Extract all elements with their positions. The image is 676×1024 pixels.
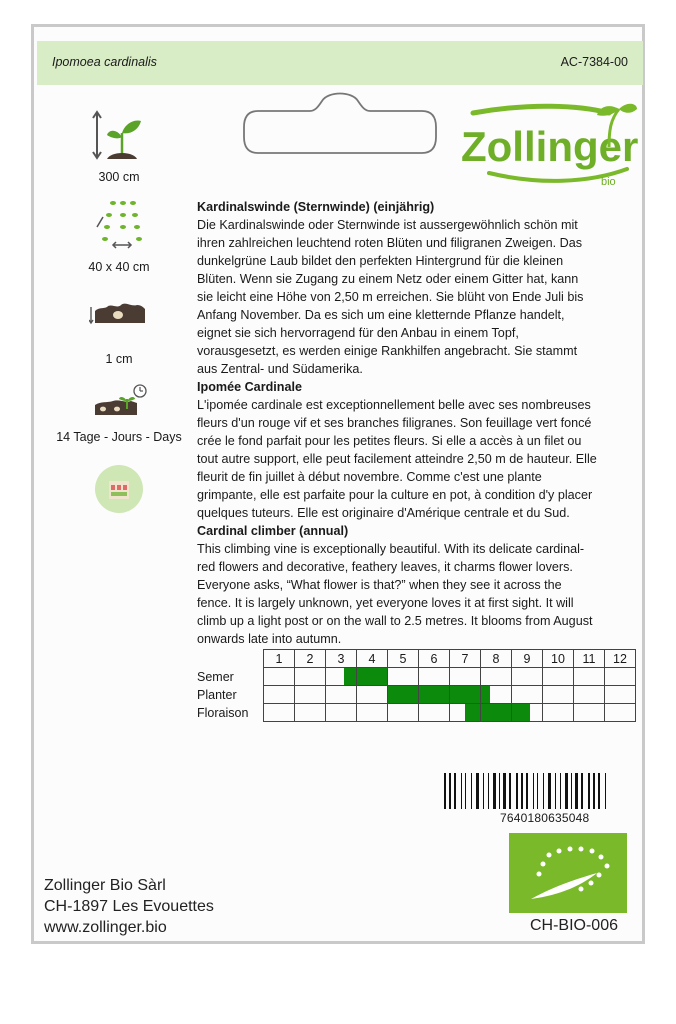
calendar-cell [326, 668, 357, 686]
barcode-bar [598, 773, 600, 809]
calendar-cell [512, 686, 543, 704]
calendar-cell [357, 668, 388, 686]
calendar-cell [605, 686, 636, 704]
barcode-bar [575, 773, 578, 809]
germination-icon [89, 381, 149, 421]
calendar-period-fill [512, 704, 530, 721]
calendar-row-label: Planter [197, 687, 237, 702]
calendar-cell [543, 668, 574, 686]
calendar-row [197, 704, 636, 722]
calendar-cell [481, 704, 512, 722]
barcode-bar [516, 773, 518, 809]
barcode-bar [537, 773, 538, 809]
barcode-bar [581, 773, 583, 809]
barcode-bar [605, 773, 606, 809]
svg-text:bio: bio [601, 176, 616, 188]
icon-block-germination [44, 381, 194, 444]
calendar-period-fill [450, 686, 480, 703]
calendar-cell [388, 668, 419, 686]
calendar-month-header: 8 [481, 650, 512, 668]
calendar-month-header: 5 [388, 650, 419, 668]
barcode-bar [560, 773, 561, 809]
hanger-hole-outline [240, 89, 440, 159]
barcode-bar [465, 773, 466, 809]
description-fr-title: Ipomée Cardinale [197, 380, 302, 394]
calendar-cell [419, 686, 450, 704]
calendar-cell [481, 686, 512, 704]
certification-code: CH-BIO-006 [529, 917, 618, 934]
calendar-cell [419, 668, 450, 686]
calendar-period-fill [481, 704, 511, 721]
calendar-period-fill [357, 668, 387, 685]
germination-label: 14 Tage - Jours - Days [56, 430, 182, 444]
calendar-month-header: 1 [264, 650, 295, 668]
description-fr-text: L'ipomée cardinale est exceptionnellement belle avec ses nombreuses fleurs d'un rouge vif et ses branches filigranes. Son feuillage vert foncé crée le fond parfait pour les petites fleurs. Si elle a accès à un filet ou tout autre support, elle peut facilement atteindre 2,50 m de hauteur. Elle fleurit de fin juillet à début novembre. Comme c'est une plante grimpante, elle est parfaite pour la culture en pot, à condition d'y placer quelques tuteurs. Elle est originaire d'Amérique centrale et du Sud. [197, 398, 597, 520]
barcode-bar [483, 773, 484, 809]
calendar-cell [388, 704, 419, 722]
calendar-period-fill [465, 704, 480, 721]
calendar-cell [450, 668, 481, 686]
calendar-cell [574, 704, 605, 722]
calendar-cell [481, 668, 512, 686]
barcode-number: 7640180635048 [500, 811, 590, 825]
barcode-bar [503, 773, 506, 809]
barcode-bar [548, 773, 551, 809]
barcode-bar [488, 773, 489, 809]
calendar-cell [388, 686, 419, 704]
barcode-bar [509, 773, 511, 809]
spacing-label: 40 x 40 cm [88, 260, 150, 274]
calendar-period-fill [419, 686, 449, 703]
company-block [44, 875, 214, 938]
calendar-cell [605, 668, 636, 686]
calendar-cell [295, 686, 326, 704]
description-de-text: Die Kardinalswinde oder Sternwinde ist aussergewöhnlich schön mit ihren zahlreichen leuchtend roten Blüten und filigranen Zweigen. Das dunkelgrüne Laub bildet den perfekten Hintergrund für die kleinen Blüten. Wenn sie Zugang zu einem Netz oder einem Gitter hat, kann sie leicht eine Höhe von 2,50 m erreichen. Sie blüht von Ende Juli bis Anfang November. Da es sich um eine kletternde Pflanze handelt, eignet sie sich hervorragend für den Anbau in einem Topf, vorausgesetzt, es werden einige Rankhilfen angebracht. Sie stammt aus Zentral- und Südamerika. [197, 218, 584, 376]
calendar-cell [574, 668, 605, 686]
icon-block-spacing [44, 197, 194, 274]
eu-organic-logo [509, 833, 627, 913]
description [197, 198, 597, 648]
calendar-cell [295, 668, 326, 686]
icon-block-height [44, 109, 194, 184]
calendar-cell [605, 704, 636, 722]
barcode-bar [476, 773, 479, 809]
calendar-cell [450, 686, 481, 704]
barcode-bar [493, 773, 496, 809]
calendar-month-header: 6 [419, 650, 450, 668]
calendar-header-row [197, 650, 636, 668]
barcode-icon [442, 773, 624, 811]
depth-label: 1 cm [105, 352, 133, 366]
calendar-period-fill [481, 686, 490, 703]
sowing-depth-icon [89, 293, 149, 335]
calendar-cell [419, 704, 450, 722]
svg-text:Zollinger: Zollinger [461, 123, 639, 170]
calendar-month-header: 4 [357, 650, 388, 668]
barcode-bar [565, 773, 568, 809]
barcode-bar [444, 773, 446, 809]
calendar-row-label: Semer [197, 669, 234, 684]
barcode-bar [555, 773, 556, 809]
barcode-bar [588, 773, 590, 809]
urban-gardening-badge-icon [91, 461, 147, 517]
barcode-bar [533, 773, 534, 809]
seed-packet-back [31, 24, 645, 944]
header-band [37, 41, 643, 85]
description-de-title: Kardinalswinde (Sternwinde) (einjährig) [197, 200, 435, 214]
article-code: AC-7384-00 [560, 55, 628, 69]
eu-organic-leaf-icon [509, 833, 627, 913]
calendar-cell [357, 686, 388, 704]
barcode-bar [543, 773, 544, 809]
barcode-bar [449, 773, 451, 809]
barcode-bar [454, 773, 456, 809]
calendar-period-fill [388, 686, 418, 703]
calendar-corner [197, 650, 264, 668]
barcode-bar [571, 773, 572, 809]
calendar-month-header: 9 [512, 650, 543, 668]
barcode-bar [521, 773, 523, 809]
barcode-bar [499, 773, 500, 809]
calendar-cell [574, 686, 605, 704]
company-website[interactable]: www.zollinger.bio [44, 919, 167, 936]
latin-name: Ipomoea cardinalis [52, 55, 157, 69]
height-icon [89, 109, 149, 161]
calendar-cell [264, 668, 295, 686]
description-en-title: Cardinal climber (annual) [197, 524, 349, 538]
calendar-cell [264, 704, 295, 722]
calendar-month-header: 11 [574, 650, 605, 668]
calendar-cell [326, 686, 357, 704]
company-name: Zollinger Bio Sàrl [44, 877, 166, 894]
height-label: 300 cm [98, 170, 140, 184]
barcode-bar [593, 773, 595, 809]
calendar-cell [512, 704, 543, 722]
calendar-table [197, 649, 636, 722]
calendar-cell [295, 704, 326, 722]
icon-block-depth [44, 293, 194, 366]
calendar-cell [450, 704, 481, 722]
calendar-month-header: 3 [326, 650, 357, 668]
company-address: CH-1897 Les Evouettes [44, 898, 214, 915]
calendar-cell [357, 704, 388, 722]
calendar-row [197, 686, 636, 704]
calendar-cell [543, 686, 574, 704]
spacing-icon [89, 197, 149, 251]
description-en-text: This climbing vine is exceptionally beautiful. With its delicate cardinal-red flowers and decorative, feathery leaves, it charms flower lovers. Everyone asks, “What flower is that?” when they see it across the fence. It is largely unknown, yet everyone loves it at first sight. It will climb up a light post or on the wall to 2.5 metres. It blooms from August onwards late into autumn. [197, 542, 593, 646]
icon-block-badge [44, 461, 194, 522]
calendar-period-fill [344, 668, 356, 685]
barcode-bar [461, 773, 462, 809]
calendar-cell [512, 668, 543, 686]
calendar-cell [543, 704, 574, 722]
calendar-month-header: 7 [450, 650, 481, 668]
sowing-calendar [197, 649, 636, 722]
calendar-row-label: Floraison [197, 705, 249, 720]
calendar-row [197, 668, 636, 686]
calendar-cell [264, 686, 295, 704]
zollinger-logo [459, 99, 639, 194]
calendar-cell [326, 704, 357, 722]
barcode-bar [526, 773, 528, 809]
calendar-month-header: 12 [605, 650, 636, 668]
calendar-month-header: 2 [295, 650, 326, 668]
calendar-month-header: 10 [543, 650, 574, 668]
barcode-bar [471, 773, 472, 809]
